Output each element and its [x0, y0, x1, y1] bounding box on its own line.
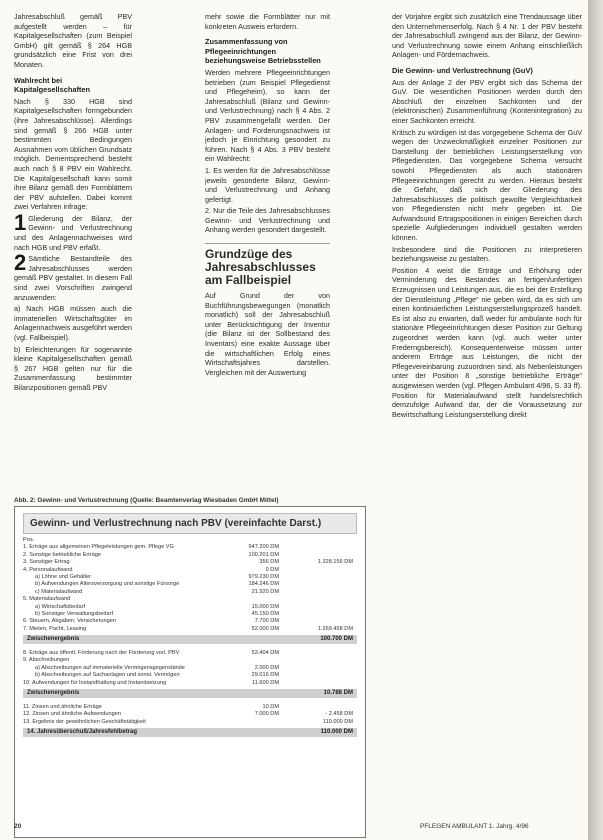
paragraph: Aus der Anlage 2 der PBV ergibt sich das Schema der GuV. Die wesentlichen Positionen werden durch den Abschluß der einzelnen Sachkonten und der (elektronischen) Zusammenführung (Kontenintegration) zu einer Sachkonten erreicht. — [392, 77, 582, 125]
column-1 — [14, 12, 132, 395]
row-label: Zwischenergebnis — [27, 690, 80, 697]
table-row — [23, 574, 357, 581]
drop-cap: 2 — [14, 250, 27, 276]
paragraph: Auf Grund der von Buchführungsbewegungen (monatlich monatlich) soll der Jahresabschluß unter Berücksichtigung der Inventur (die Bilanz ist der Sollbestand des Inventars) eine exakte Aussage über die wirtschaftlichen Erfolg eines Wirtschaftsjahres darstellen. Vergleichen mit der Auswertung — [205, 291, 330, 377]
page-number: 20 — [14, 823, 22, 830]
row-label: c) Materialaufwand — [35, 588, 83, 595]
table-row — [23, 552, 357, 559]
row-label: a) Wirtschaftsbedarf — [35, 603, 86, 610]
row-value: 947.200 DM — [248, 544, 279, 551]
row-label: Pos. — [23, 537, 35, 543]
row-value: 7.700 DM — [254, 618, 279, 625]
row-total: 100.700 DM — [320, 636, 353, 643]
row-label: 9. Abschreibungen — [23, 657, 70, 664]
row-value: 53.404 DM — [251, 650, 279, 657]
row-value: 11.600 DM — [252, 679, 279, 686]
subtotal-bar — [23, 689, 357, 698]
row-label: 4. Personalaufwand — [23, 566, 73, 573]
row-label: 3. Sonstiger Ertrag — [23, 559, 70, 566]
table-row — [23, 672, 357, 679]
row-value: 100.201 DM — [248, 551, 279, 558]
row-value: 7.000 DM — [254, 711, 279, 718]
row-label: b) Aufwendungen Altersversorgung und sonstige Fürsorge — [35, 581, 180, 588]
paragraph: Insbesondere sind die Positionen zu interpretieren beziehungsweise zu gestalten. — [392, 244, 582, 264]
row-value: 29.016 DM — [251, 672, 279, 679]
list-item — [14, 209, 132, 252]
table-row — [23, 559, 357, 566]
list-item: a) Nach HGB müssen auch die immateriellen Wirtschaftsgüter im Anlagennachweis ausgeführt werden (vgl. Fallbeispiel). — [14, 304, 132, 342]
figure-rows — [23, 537, 357, 739]
paragraph: mehr sowie die Formblätter nur mit konkreten Ausweis erfordern. — [205, 12, 330, 31]
row-label: 6. Steuern, Abgaben, Versicherungen — [23, 618, 116, 625]
page-edge — [588, 0, 603, 840]
table-row — [23, 589, 357, 596]
row-total: 110.000 DM — [322, 718, 353, 725]
row-label: 7. Mieten, Pacht, Leasing — [23, 625, 87, 632]
table-row — [23, 604, 357, 611]
paragraph: Jahresabschluß gemäß PBV aufgestellt werden – für Kapitalgesellschaften (zum Beispiel GmbH) gilt gemäß § 264 HGB grundsätzlich eine Frist von drei Monaten. — [14, 12, 132, 69]
table-row — [23, 611, 357, 618]
row-label: b) Sonstiger Verwaltungsbedarf — [35, 610, 114, 617]
row-label: 11. Zinsen und ähnliche Erträge — [23, 704, 102, 711]
list-item-text: Sämtliche Bestandteile des Jahresabschlusses werden gemäß PBV gestaltet. In diesem Fall sind zwei Vorschriften zwingend anzuwenden: — [14, 254, 132, 302]
row-label: 1. Erträge aus allgemeinen Pflegeleistungen gem. Pflege VG — [23, 544, 174, 551]
list-item: 2. Nur die Teile des Jahresabschlusses Gewinn- und Verlustrechnung und Anhang werden gesondert dargestellt. — [205, 206, 330, 235]
table-row — [23, 581, 357, 588]
table-row — [23, 657, 357, 664]
table-row — [23, 618, 357, 625]
row-value: 2.000 DM — [254, 664, 279, 671]
row-value: 10 DM — [262, 704, 279, 711]
table-row — [23, 680, 357, 687]
row-label: 12. Zinsen und ähnliche Aufwendungen — [23, 711, 121, 718]
row-value: 0 DM — [265, 566, 279, 573]
row-value: 45.150 DM — [251, 610, 279, 617]
article-section-title: Grundzüge des Jahresabschlusses am Fallbeispiel — [205, 243, 330, 287]
subtotal-bar — [23, 728, 357, 737]
row-total: 10.788 DM — [323, 690, 353, 697]
table-row — [23, 711, 357, 718]
list-item-text: Gliederung der Bilanz, der Gewinn- und Verlustrechnung und des Anlagennachweises wird nach HGB und PBV erfaßt. — [14, 213, 132, 252]
figure-title: Gewinn- und Verlustrechnung nach PBV (vereinfachte Darst.) — [23, 513, 357, 534]
table-row — [23, 596, 357, 603]
row-label: 10. Aufwendungen für Instandhaltung und Instandsetzung — [23, 679, 167, 686]
row-total: 110.000 DM — [320, 729, 353, 736]
list-item — [14, 250, 132, 302]
row-label: 8. Erträge aus öffentl. Förderung nach der Förderung vorl. PBV — [23, 650, 180, 657]
column-2 — [205, 12, 330, 379]
row-value: 21.920 DM — [251, 588, 279, 595]
table-row — [23, 704, 357, 711]
subtotal-bar — [23, 635, 357, 644]
row-value: 52.000 DM — [251, 625, 279, 632]
row-label: 5. Materialaufwand — [23, 596, 71, 603]
row-label: b) Abschreibungen auf Sachanlagen und sonst. Vermögen — [35, 672, 180, 679]
row-total: 1.269.458 DM — [317, 625, 353, 632]
table-row — [23, 537, 357, 544]
row-label: 13. Ergebnis der gewöhnlichen Geschäftstätigkeit — [23, 718, 146, 725]
table-row — [23, 544, 357, 551]
section-heading: Zusammenfassung von Pflegeeinrichtungen beziehungsweise Betriebsstellen — [205, 37, 321, 66]
row-total: - 2.458 DM — [325, 711, 353, 718]
column-3 — [392, 12, 582, 421]
table-row — [23, 650, 357, 657]
row-value: 356 DM — [259, 559, 279, 566]
drop-cap: 1 — [14, 209, 27, 235]
table-row — [23, 665, 357, 672]
row-label: 2. Sonstige betriebliche Erträge — [23, 551, 102, 558]
row-label: Zwischenergebnis — [27, 636, 80, 643]
row-value: 15.000 DM — [251, 603, 279, 610]
row-label: 14. Jahresüberschuß/Jahresfehlbetrag — [27, 729, 138, 736]
row-value: 979.230 DM — [248, 573, 279, 580]
paragraph: Kritisch zu würdigen ist das vorgegebene Schema der GuV wegen der Unzweckmäßigkeit einzelner Positionen zur Darstellung der betrieblichen Leistungserstellung von Pflegediensten. Das vorgegebene Schema versucht sowohl Pflegediensten als auch stationären Pflegeeinrichtungen gerecht zu werden. Hieraus besteht die Gefahr, daß sich der Gliederung des Jahresabschlusses die politisch gewollte Vergleichbarkeit von Pflegediensten nicht mehr gegeben ist. Die Aufwandsund Ertragspositionen in einigen Bereichen durch spezielle Aufgliederungen individuell gestalten werden können. — [392, 127, 582, 243]
journal-footer: PFLEGEN AMBULANT 1. Jahrg. 4/96 — [420, 823, 529, 830]
section-heading: Wahlrecht bei Kapitalgesellschaften — [14, 75, 90, 95]
paragraph: Nach § 330 HGB sind Kapitalgesellschaften formgebunden (ihre Jahresabschlüsse). Allerdings sind gemäß § 266 HGB unter bestimmten Bedingungen Ausnahmen vom üblichen Grundsatz möglich. Dementsprechend besteht auch nach § 8 PBV ein Wahlrecht. Die Kapitalgesellschaft kann somit ihre Bilanz gemäß den Formblättern der PBV aufstellen. Dabei kommt zwei Verfahren infrage: — [14, 96, 132, 212]
list-item: b) Erleichterungen für sogenannte kleine Kapitalgesellschaften gemäß § 267 HGB gelten nur für die Zusammenfassung bestimmter Bilanzpositionen gemäß PBV — [14, 344, 132, 392]
table-row — [23, 626, 357, 633]
figure-table — [14, 506, 366, 838]
row-value: 184.246 DM — [248, 581, 279, 588]
figure-caption: Abb. 2: Gewinn- und Verlustrechnung (Quelle: Beamtenverlag Wiesbaden GmbH Mittel) — [14, 497, 279, 504]
table-row — [23, 719, 357, 726]
paragraph: Position 4 weist die Erträge und Erhöhung oder Verminderung des Bestandes an fertigen/unfertigen Erzeugnissen und Leistungen aus, die es bei der Erstellung der Dienstleistung „Pflege“ nie geben wird, da es sich um einen kontinuierlichen Leistungserstellungsprozeß handelt. Es ist also zu erwarten, daß weder für ambulante noch für stationäre Pflegeeinrichtungen dieser Position zur Geltung zugeordnet werden kann (vgl. auch weiter unter Frederngsbereich). Konsequenterweise müssen unter anderem Erträge aus Leistungen, die nicht der Pflegevereinbarung zuzuordnen sind, als Nebenleistungen unter der Position 8 „sonstige betriebliche Erträge“ ausgewiesen werden (vgl. Pflegen Ambulant 4/96, S. 33 ff). Position für Materialaufwand stellt handelsrechtlich demzufolge Aufwand dar, der die Voraussetzung zur Bewirtschaftung Leistungserstellung direkt — [392, 265, 582, 419]
row-label: a) Abschreibungen auf immaterielle Vermögensgegenstände — [35, 664, 185, 671]
row-label: a) Löhne und Gehälter — [35, 573, 91, 580]
table-row — [23, 567, 357, 574]
section-heading: Die Gewinn- und Verlustrechnung (GuV) — [392, 65, 533, 75]
paragraph: Werden mehrere Pflegeeinrichtungen betrieben (zum Beispiel Pflegedienst und Pflegeheim), so kann der Jahresabschluß (Bilanz und Gewinn- und Verlustrechnung) nach § 4 Abs. 2 PBV zusammengefaßt werden. Der Anlagen- und Forderungsnachweis ist jedoch je Einrichtung gesondert zu führen. Nach § 4 Abs. 3 PBV besteht ein Wahlrecht: — [205, 67, 330, 164]
row-total: 1.328.156 DM — [317, 559, 353, 566]
paragraph: der Vorjahre ergibt sich zusätzlich eine Trendaussage über den Unternehmenserfolg. Nach § 4 Nr. 1 der PBV besteht der Jahresabschluß zwingend aus der Bilanz, der Gewinn- und Verlustrechnung sowie einem Anhang einschließlich Anlagen- und Fördernachweis. — [392, 12, 582, 60]
list-item: 1. Es werden für die Jahresabschlüsse jeweils gesonderte Bilanz, Gewinn- und Verlustrechnung und Anhang gefertigt. — [205, 165, 330, 204]
